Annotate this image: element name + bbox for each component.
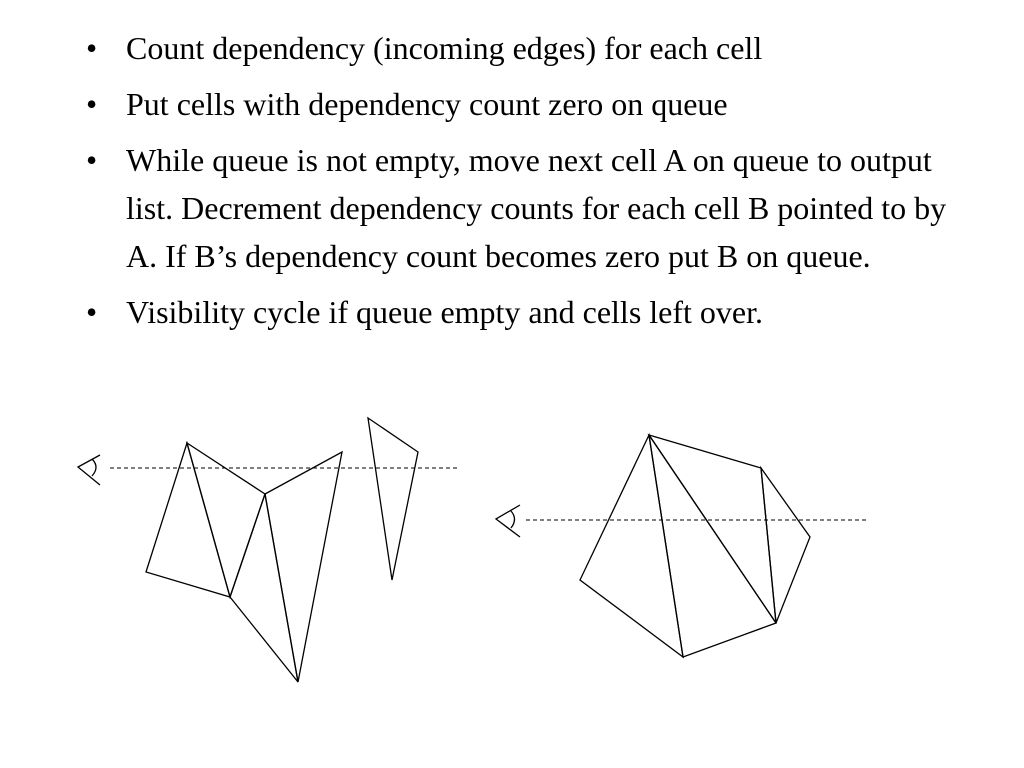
bullet-item <box>86 80 966 128</box>
cell <box>230 494 298 682</box>
bullet-glyph: • <box>86 294 98 330</box>
bullet-item <box>86 136 966 280</box>
cell <box>649 435 776 657</box>
cell <box>187 443 265 597</box>
right-figure <box>496 435 868 657</box>
bullet-text: Visibility cycle if queue empty and cells left over. <box>126 294 763 330</box>
cell <box>146 443 230 597</box>
eye-icon <box>496 505 520 537</box>
eye-icon <box>78 455 100 485</box>
bullet-text: Put cells with dependency count zero on queue <box>126 86 728 122</box>
cell <box>761 468 810 623</box>
bullet-item <box>86 24 966 72</box>
bullet-text: While queue is not empty, move next cell A on queue to output list. Decrement dependency counts for each cell B pointed to by A. If B’s dependency count becomes zero put B on queue. <box>126 142 947 274</box>
bullet-glyph: • <box>86 86 98 122</box>
bullet-glyph: • <box>86 30 98 66</box>
cell <box>368 418 418 580</box>
cell <box>580 435 683 657</box>
bullet-item <box>86 288 966 336</box>
cell <box>649 435 776 623</box>
bullet-list <box>86 24 966 344</box>
visibility-diagrams <box>0 400 1024 700</box>
left-figure <box>78 418 460 682</box>
bullet-text: Count dependency (incoming edges) for each cell <box>126 30 763 66</box>
bullet-glyph: • <box>86 142 98 178</box>
cell <box>265 452 342 682</box>
